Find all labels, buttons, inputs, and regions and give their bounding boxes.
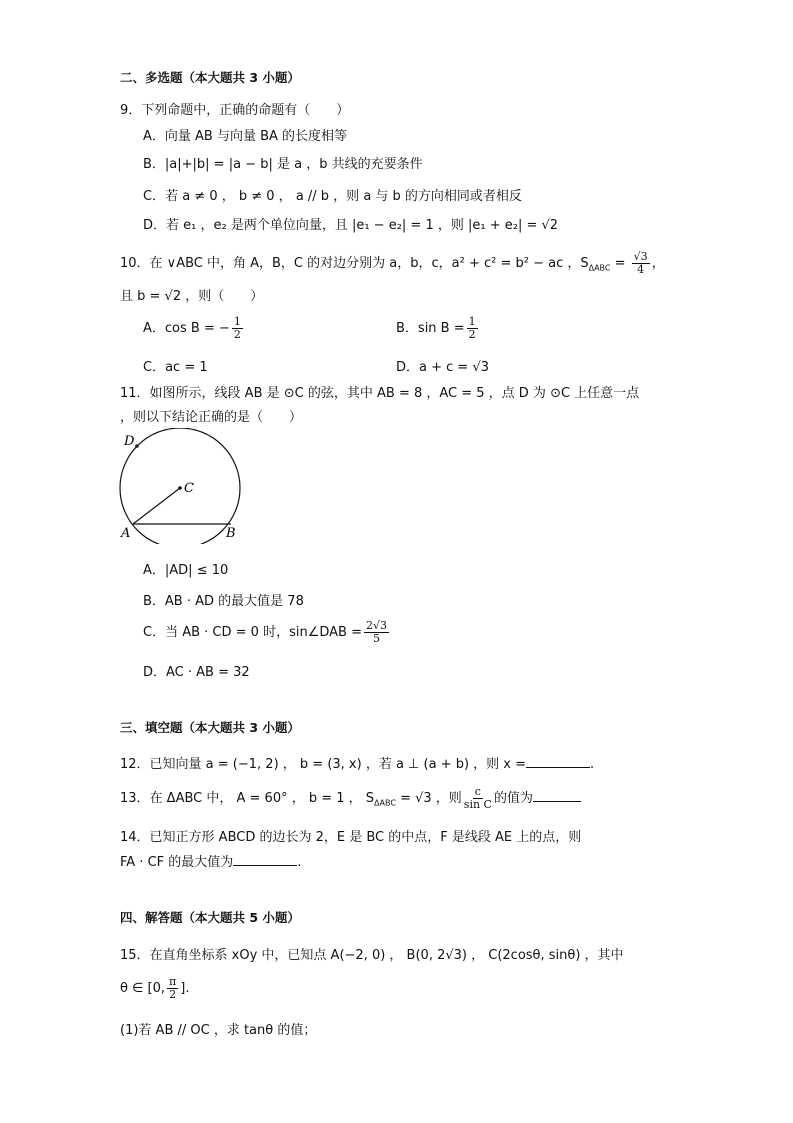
fraction-numerator: √3: [633, 250, 648, 263]
question-10-line2: 且 b = √2 ，则（ ）: [120, 289, 264, 304]
question-14-end: .: [297, 855, 302, 870]
option-a-text: A．cos B = −: [143, 321, 230, 336]
question-12: [120, 753, 594, 772]
fraction-numerator: 1: [468, 315, 476, 328]
question-15-interval-end: ].: [180, 981, 190, 996]
option-c-fraction: [364, 620, 389, 645]
option-b-text: B．sin B =: [396, 321, 465, 336]
question-11-option-b: B．AB · AD 的最大值是 78: [143, 594, 304, 609]
question-10-area-fraction: [632, 251, 650, 276]
question-14-text: FA · CF 的最大值为: [120, 855, 234, 870]
option-b-fraction: [467, 316, 478, 341]
point-d: [135, 444, 139, 448]
question-9-option-c: C．若 a ≠ 0 ， b ≠ 0 ， a // b ，则 a 与 b 的方向相同或者相反: [143, 189, 522, 204]
answer-blank[interactable]: [526, 755, 590, 768]
question-11-option-c: [143, 620, 391, 645]
option-a-fraction: [232, 316, 243, 341]
question-10-option-b: [396, 316, 480, 341]
question-9-option-a: A．向量 AB 与向量 BA 的长度相等: [143, 129, 348, 144]
question-15-line1: 15．在直角坐标系 xOy 中，已知点 A(−2, 0) ， B(0, 2√3) ， C(2cosθ, sinθ) ，其中: [120, 948, 624, 963]
fraction-denominator: 4: [637, 263, 645, 276]
question-14-line1: 14．已知正方形 ABCD 的边长为 2，E 是 BC 的中点，F 是线段 AE 上的点，则: [120, 830, 582, 845]
label-c: C: [184, 481, 194, 496]
question-13-area-subscript: ΔABC: [374, 798, 396, 808]
fraction-numerator: c: [474, 785, 481, 798]
question-13-mid: = √3 ，则: [395, 791, 462, 806]
fraction-denominator: sin C: [463, 798, 492, 811]
section-title-fill-in: 三、填空题（本大题共 3 小题）: [120, 720, 300, 735]
question-10-stem-end: ，: [651, 256, 665, 271]
question-13-fraction: [464, 786, 492, 811]
center-point: [178, 486, 182, 490]
question-13-text: 13．在 ΔABC 中， A = 60° ， b = 1 ， S: [120, 791, 375, 806]
fraction-numerator: 2√3: [365, 619, 387, 632]
question-9-option-b: B．|a|+|b| = |a − b| 是 a ，b 共线的充要条件: [143, 157, 423, 172]
option-c-text: C．当 AB · CD = 0 时，sin∠DAB =: [143, 625, 362, 640]
question-14-line2: [120, 851, 301, 870]
question-11-option-a: A．|AD| ≤ 10: [143, 563, 229, 578]
question-9-option-d: D．若 e₁ ，e₂ 是两个单位向量，且 |e₁ − e₂| = 1 ，则 |e₁ + e₂| = √2: [143, 218, 559, 233]
question-12-text: 12．已知向量 a = (−1, 2) ， b = (3, x) ，若 a ⊥ (a + b) ，则 x =: [120, 757, 527, 772]
fraction-denominator: 2: [233, 328, 241, 341]
question-11-line1: 11．如图所示，线段 AB 是 ⊙C 的弦，其中 AB = 8 ，AC = 5 ，点 D 为 ⊙C 上任意一点: [120, 386, 640, 401]
segment-ac: [133, 488, 180, 524]
section-title-multiple-choice: 二、多选题（本大题共 3 小题）: [120, 70, 300, 85]
question-11-option-d: D．AC · AB = 32: [143, 665, 250, 680]
question-15-part-1: (1)若 AB // OC ，求 tanθ 的值；: [120, 1023, 317, 1038]
fraction-denominator: 5: [372, 632, 380, 645]
question-13: [120, 786, 581, 811]
question-12-end: .: [590, 757, 595, 772]
question-15-line2: [120, 976, 189, 1001]
question-10-option-a: [143, 316, 245, 341]
fraction-denominator: 2: [468, 328, 476, 341]
question-11-line2: ，则以下结论正确的是（ ）: [120, 410, 303, 425]
question-10-equals: =: [610, 256, 630, 271]
question-10-stem: [120, 251, 665, 276]
label-b: B: [226, 526, 236, 541]
answer-blank[interactable]: [233, 853, 297, 866]
fraction-numerator: 1: [233, 315, 241, 328]
question-13-post: 的值为: [493, 791, 533, 806]
question-15-fraction: [167, 976, 178, 1001]
label-d: D: [124, 434, 135, 449]
answer-blank[interactable]: [533, 789, 581, 802]
section-title-solve: 四、解答题（本大题共 5 小题）: [120, 910, 300, 925]
question-10-option-c: C．ac = 1: [143, 360, 208, 375]
question-10-stem-text: 10．在 ∨ABC 中，角 A，B，C 的对边分别为 a，b，c，a² + c² = b² − ac ，S: [120, 256, 589, 271]
fraction-numerator: π: [169, 975, 177, 988]
label-a: A: [121, 526, 131, 541]
question-10-area-subscript: ΔABC: [588, 263, 611, 273]
question-10-option-d: D．a + c = √3: [396, 360, 489, 375]
fraction-denominator: 2: [169, 988, 177, 1001]
question-9-stem: 9．下列命题中，正确的命题有（ ）: [120, 103, 350, 118]
circle-figure: [112, 428, 252, 544]
question-15-interval-start: θ ∈ [0,: [120, 981, 166, 996]
